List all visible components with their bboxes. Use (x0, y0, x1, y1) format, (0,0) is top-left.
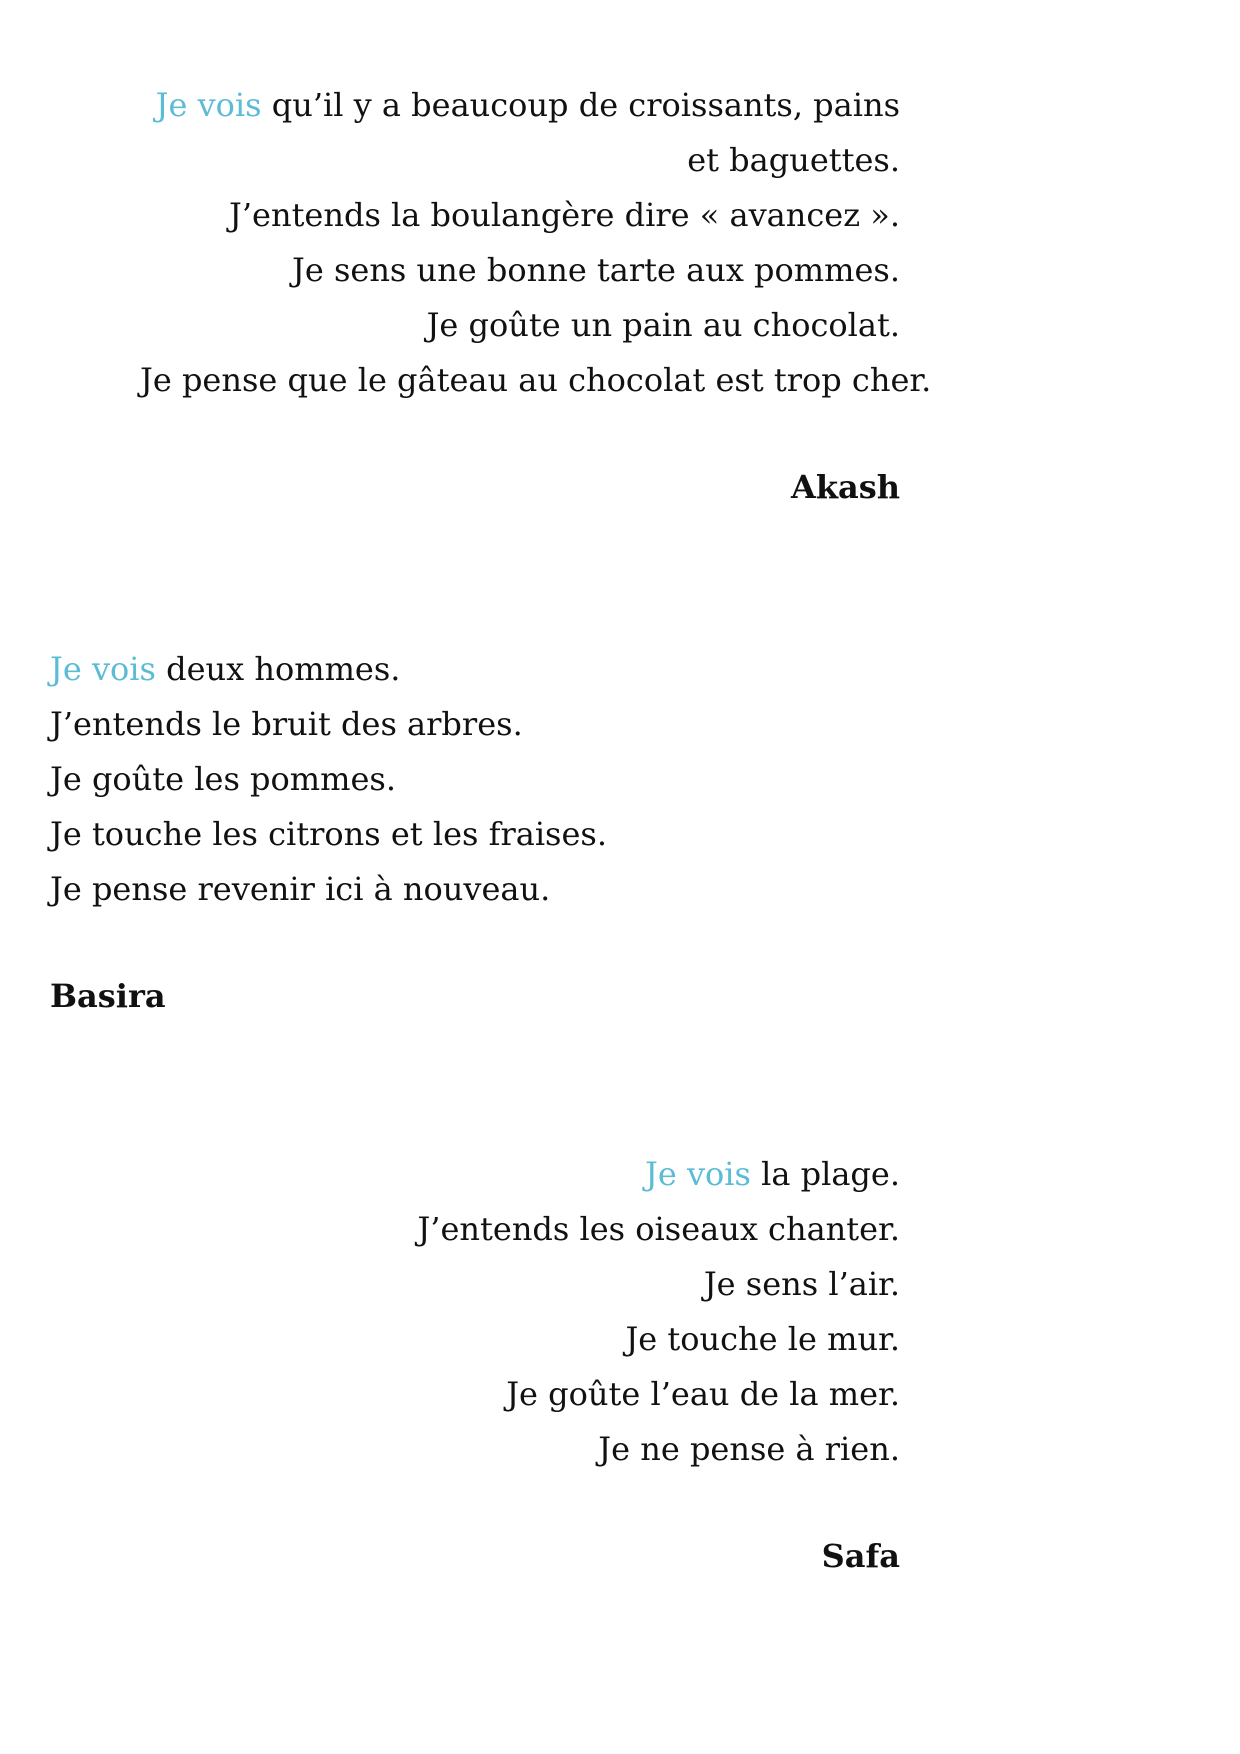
highlight-je-vois: Je vois (50, 650, 156, 688)
poem-safa (140, 1147, 900, 1584)
poem-line-text: qu’il y a beaucoup de croissants, pains (261, 86, 900, 124)
poem-line: J’entends le bruit des arbres. (50, 705, 523, 743)
poem-line: Je touche les citrons et les fraises. (50, 815, 607, 853)
highlight-je-vois: Je vois (645, 1155, 751, 1193)
poem-line: Je goûte les pommes. (50, 760, 396, 798)
poem-line (50, 642, 850, 697)
poem-line: Je sens une bonne tarte aux pommes. (292, 251, 900, 289)
poem-author: Akash (790, 468, 900, 506)
poem-basira (50, 642, 850, 1024)
poem-line: Je goûte l’eau de la mer. (506, 1375, 900, 1413)
poem-line: Je touche le mur. (625, 1320, 900, 1358)
poem-line: Je pense revenir ici à nouveau. (50, 870, 551, 908)
poem-author: Basira (50, 977, 166, 1015)
poem-author: Safa (821, 1537, 900, 1575)
highlight-je-vois: Je vois (155, 86, 262, 124)
poem-line: et baguettes. (687, 141, 900, 179)
poem-line-text: deux hommes. (155, 650, 401, 688)
poem-line (140, 1147, 900, 1202)
poem-line: Je pense que le gâteau au chocolat est trop cher. (140, 361, 932, 399)
poem-line: Je sens l’air. (703, 1265, 900, 1303)
poem-line: Je goûte un pain au chocolat. (426, 306, 900, 344)
poem-akash (140, 78, 932, 515)
poem-line: J’entends les oiseaux chanter. (417, 1210, 900, 1248)
poem-line: J’entends la boulangère dire « avancez ». (229, 196, 900, 234)
poem-line-text: la plage. (750, 1155, 900, 1193)
poem-line: Je ne pense à rien. (598, 1430, 900, 1468)
poem-line (140, 78, 900, 133)
